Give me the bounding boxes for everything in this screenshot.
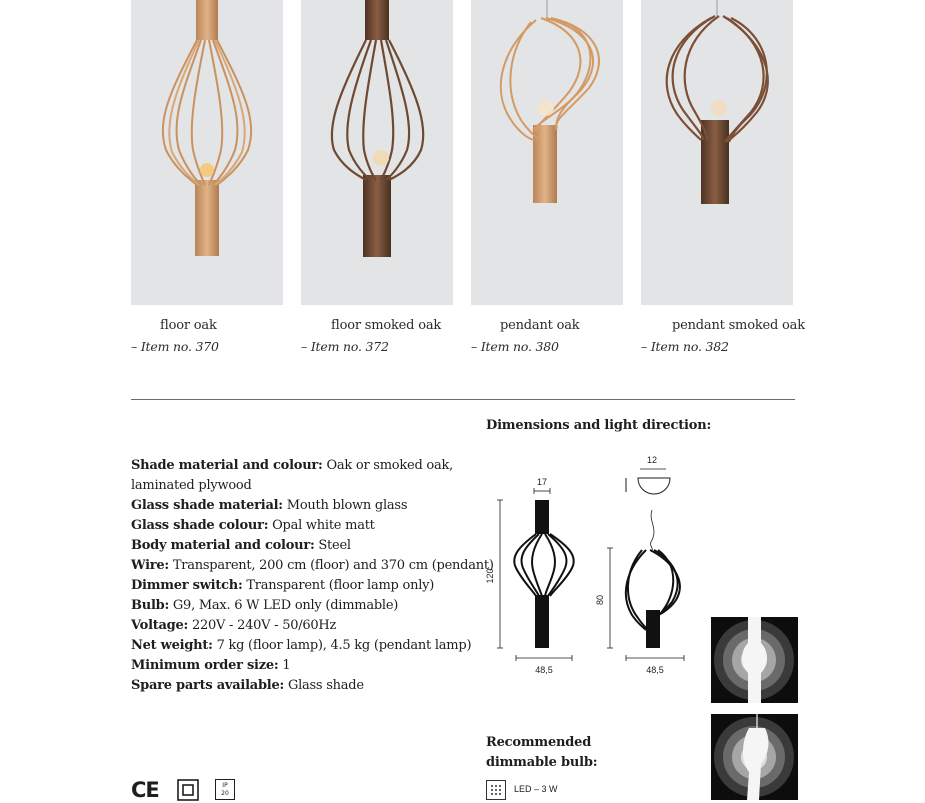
light-direction-pendant-image [711,714,798,800]
spec-row-body-material: Body material and colour: Steel [131,538,351,553]
pendant-oak-lamp-illustration [471,0,623,305]
floor-top-width-label: 17 [536,477,548,487]
product-photo-pendant-smoked-oak [641,0,793,305]
product-item-no-372: – Item no. 372 [301,339,389,354]
section-divider [131,399,795,400]
light-direction-floor-image [711,617,798,703]
led-bulb-icon [486,780,506,800]
dimension-drawings [480,450,705,685]
pendant-height-label: 80 [595,594,605,606]
spec-row-net-weight: Net weight: 7 kg (floor lamp), 4.5 kg (pendant lamp) [131,638,472,653]
product-item-no-380: – Item no. 380 [471,339,559,354]
spec-row-glass-material: Glass shade material: Mouth blown glass [131,498,408,513]
spec-row-shade-material-cont: laminated plywood [131,478,252,493]
pendant-smoked-oak-lamp-illustration [641,0,793,305]
product-photo-floor-smoked-oak [301,0,453,305]
recommended-bulb-heading: Recommended dimmable bulb: [486,735,598,770]
bulb-type-label: LED – 3 W [514,784,558,794]
product-photo-pendant-oak [471,0,623,305]
product-name-pendant-smoked-oak: pendant smoked oak [672,318,805,333]
pendant-base-width-label: 48,5 [646,665,664,675]
floor-height-label: 120 [485,568,495,584]
product-name-floor-smoked-oak: floor smoked oak [331,318,442,333]
spec-row-glass-colour: Glass shade colour: Opal white matt [131,518,375,533]
floor-oak-lamp-illustration [131,0,283,305]
spec-row-bulb: Bulb: G9, Max. 6 W LED only (dimmable) [131,598,399,613]
spec-row-min-order: Minimum order size: 1 [131,658,291,673]
product-photo-floor-oak [131,0,283,305]
product-item-no-370: – Item no. 370 [131,339,219,354]
dimensions-heading: Dimensions and light direction: [486,418,712,433]
product-item-no-382: – Item no. 382 [641,339,729,354]
spec-row-wire: Wire: Transparent, 200 cm (floor) and 370 cm (pendant) [131,558,494,573]
spec-row-voltage: Voltage: 220V - 240V - 50/60Hz [131,618,337,633]
pendant-glass-width-label: 12 [646,455,658,465]
floor-base-width-label: 48,5 [535,665,553,675]
double-insulation-class-ii-icon [177,779,199,801]
spec-row-shade-material: Shade material and colour: Oak or smoked oak, [131,458,453,473]
spec-row-dimmer-switch: Dimmer switch: Transparent (floor lamp only) [131,578,435,593]
floor-smoked-oak-lamp-illustration [301,0,453,305]
pendant-lamp-dimension-drawing [595,455,684,675]
spec-row-spare-parts: Spare parts available: Glass shade [131,678,364,693]
ce-mark-icon: CE [131,778,159,802]
ip20-rating-icon: IP 20 [215,779,235,800]
product-name-floor-oak: floor oak [160,318,217,333]
floor-lamp-dimension-drawing [485,477,574,675]
product-name-pendant-oak: pendant oak [500,318,580,333]
